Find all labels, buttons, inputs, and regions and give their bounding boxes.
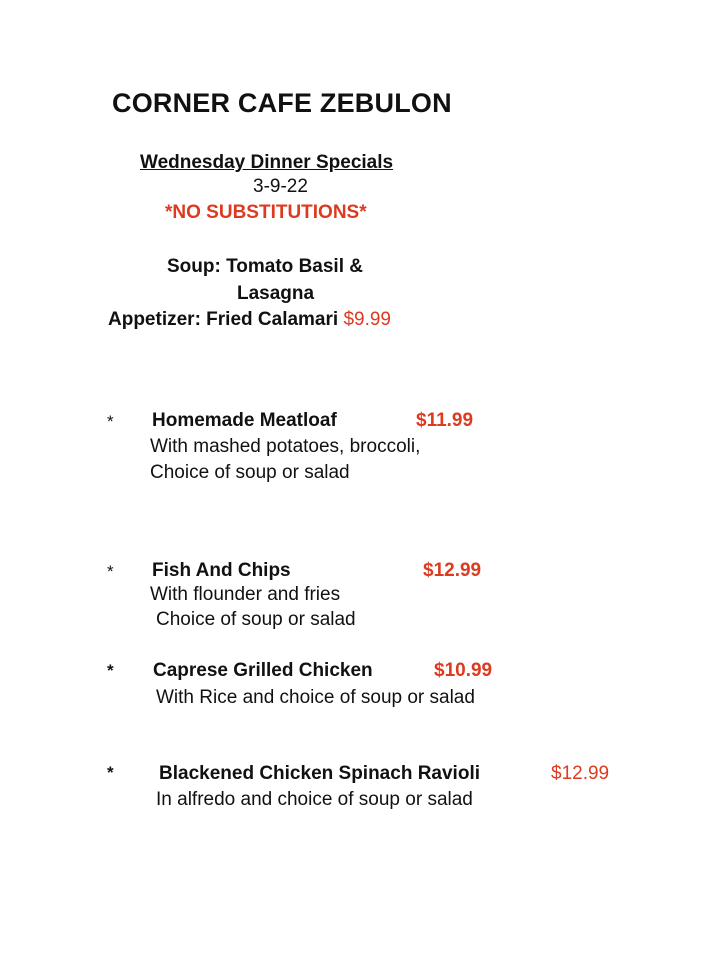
item-description: In alfredo and choice of soup or salad <box>156 789 473 810</box>
no-substitutions-notice: *NO SUBSTITUTIONS* <box>165 202 367 223</box>
soup-line-1: Soup: Tomato Basil & <box>167 256 363 277</box>
item-price: $12.99 <box>551 763 610 784</box>
item-name: Homemade Meatloaf <box>152 410 337 431</box>
item-description: With flounder and fries <box>150 584 341 605</box>
appetizer-line <box>108 309 391 331</box>
item-name: Caprese Grilled Chicken <box>153 660 373 681</box>
item-description: With mashed potatoes, broccoli, <box>150 436 421 457</box>
appetizer-label: Appetizer: Fried Calamari <box>108 309 339 330</box>
item-price: $10.99 <box>434 660 493 681</box>
specials-date: 3-9-22 <box>253 176 308 197</box>
item-name: Fish And Chips <box>152 560 291 581</box>
appetizer-price: $9.99 <box>343 309 391 330</box>
specials-subtitle: Wednesday Dinner Specials <box>140 152 394 173</box>
item-bullet: * <box>107 562 114 581</box>
item-bullet: * <box>107 763 114 782</box>
item-price: $11.99 <box>416 410 474 431</box>
item-bullet: * <box>107 661 114 680</box>
item-bullet: * <box>107 412 114 431</box>
item-description: With Rice and choice of soup or salad <box>156 687 475 708</box>
restaurant-title: CORNER CAFE ZEBULON <box>112 88 452 118</box>
soup-line-2: Lasagna <box>237 283 315 304</box>
item-description: Choice of soup or salad <box>150 462 350 483</box>
item-description: Choice of soup or salad <box>156 609 356 630</box>
item-price: $12.99 <box>423 560 482 581</box>
item-name: Blackened Chicken Spinach Ravioli <box>159 763 480 784</box>
